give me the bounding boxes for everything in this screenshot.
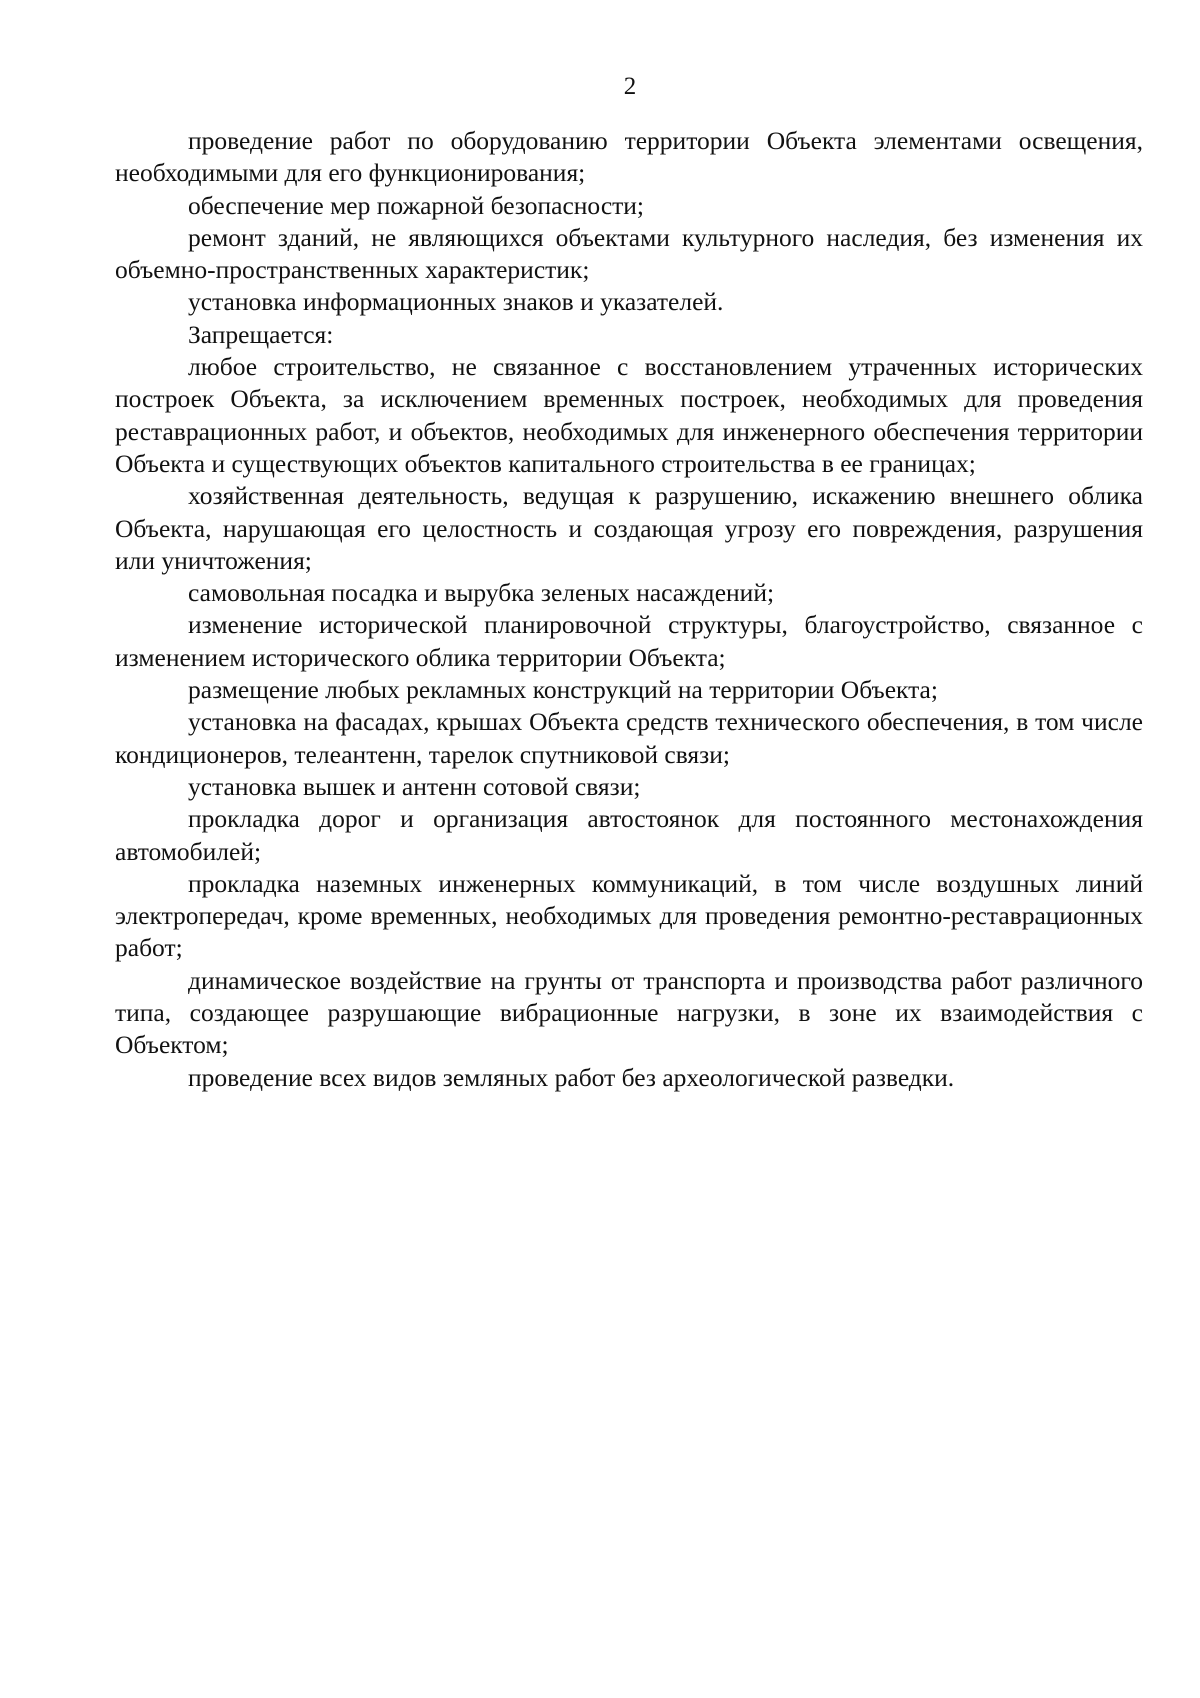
paragraph-advertising: размещение любых рекламных конструкций на территории Объекта; bbox=[188, 675, 938, 705]
paragraph-building-repair: ремонт зданий, не являющихся объектами культурного наследия, без изменения их объемно-пространственных характеристик; bbox=[115, 222, 1143, 285]
document-body bbox=[115, 125, 1143, 1094]
paragraph-roads-parking: прокладка дорог и организация автостоянок для постоянного местонахождения автомобилей; bbox=[115, 804, 1143, 866]
paragraph-earthworks: проведение всех видов земляных работ без археологической разведки. bbox=[188, 1062, 955, 1092]
paragraph-dynamic-impact: динамическое воздействие на грунты от транспорта и производства работ различного типа, создающее разрушающие вибрационные нагрузки, в зоне их взаимодействия с Объектом; bbox=[115, 965, 1143, 1060]
paragraph-utilities: прокладка наземных инженерных коммуникаций, в том числе воздушных линий электропередач, кроме временных, необходимых для проведения ремонтно-реставрационных работ; bbox=[115, 868, 1143, 963]
paragraph-facade-equipment: установка на фасадах, крышах Объекта средств технического обеспечения, в том числе кондиционеров, телеантенн, тарелок спутниковой связи; bbox=[115, 707, 1143, 769]
paragraph-cell-towers: установка вышек и антенн сотовой связи; bbox=[188, 771, 641, 801]
page-number: 2 bbox=[623, 73, 637, 100]
paragraph-info-signs: установка информационных знаков и указателей. bbox=[188, 287, 724, 317]
paragraph-economic-activity: хозяйственная деятельность, ведущая к разрушению, искажению внешнего облика Объекта, нарушающая его целостность и создающая угрозу его повреждения, разрушения или уничтожения; bbox=[115, 481, 1143, 575]
paragraph-fire-safety: обеспечение мер пожарной безопасности; bbox=[188, 190, 645, 220]
paragraph-prohibited-heading: Запрещается: bbox=[188, 319, 334, 349]
paragraph-construction: любое строительство, не связанное с восстановлением утраченных исторических построек Объекта, за исключением временных построек, необходимых для проведения реставрационных работ, и объектов, необходимых для инженерного обеспечения территории Объекта и существующих объектов капитального строительства в ее границах; bbox=[115, 352, 1143, 478]
paragraph-planting: самовольная посадка и вырубка зеленых насаждений; bbox=[188, 578, 775, 608]
paragraph-planning-structure: изменение исторической планировочной структуры, благоустройство, связанное с изменением исторического облика территории Объекта; bbox=[115, 610, 1143, 672]
paragraph-lighting-works: проведение работ по оборудованию территории Объекта элементами освещения, необходимыми для его функционирования; bbox=[115, 126, 1143, 188]
